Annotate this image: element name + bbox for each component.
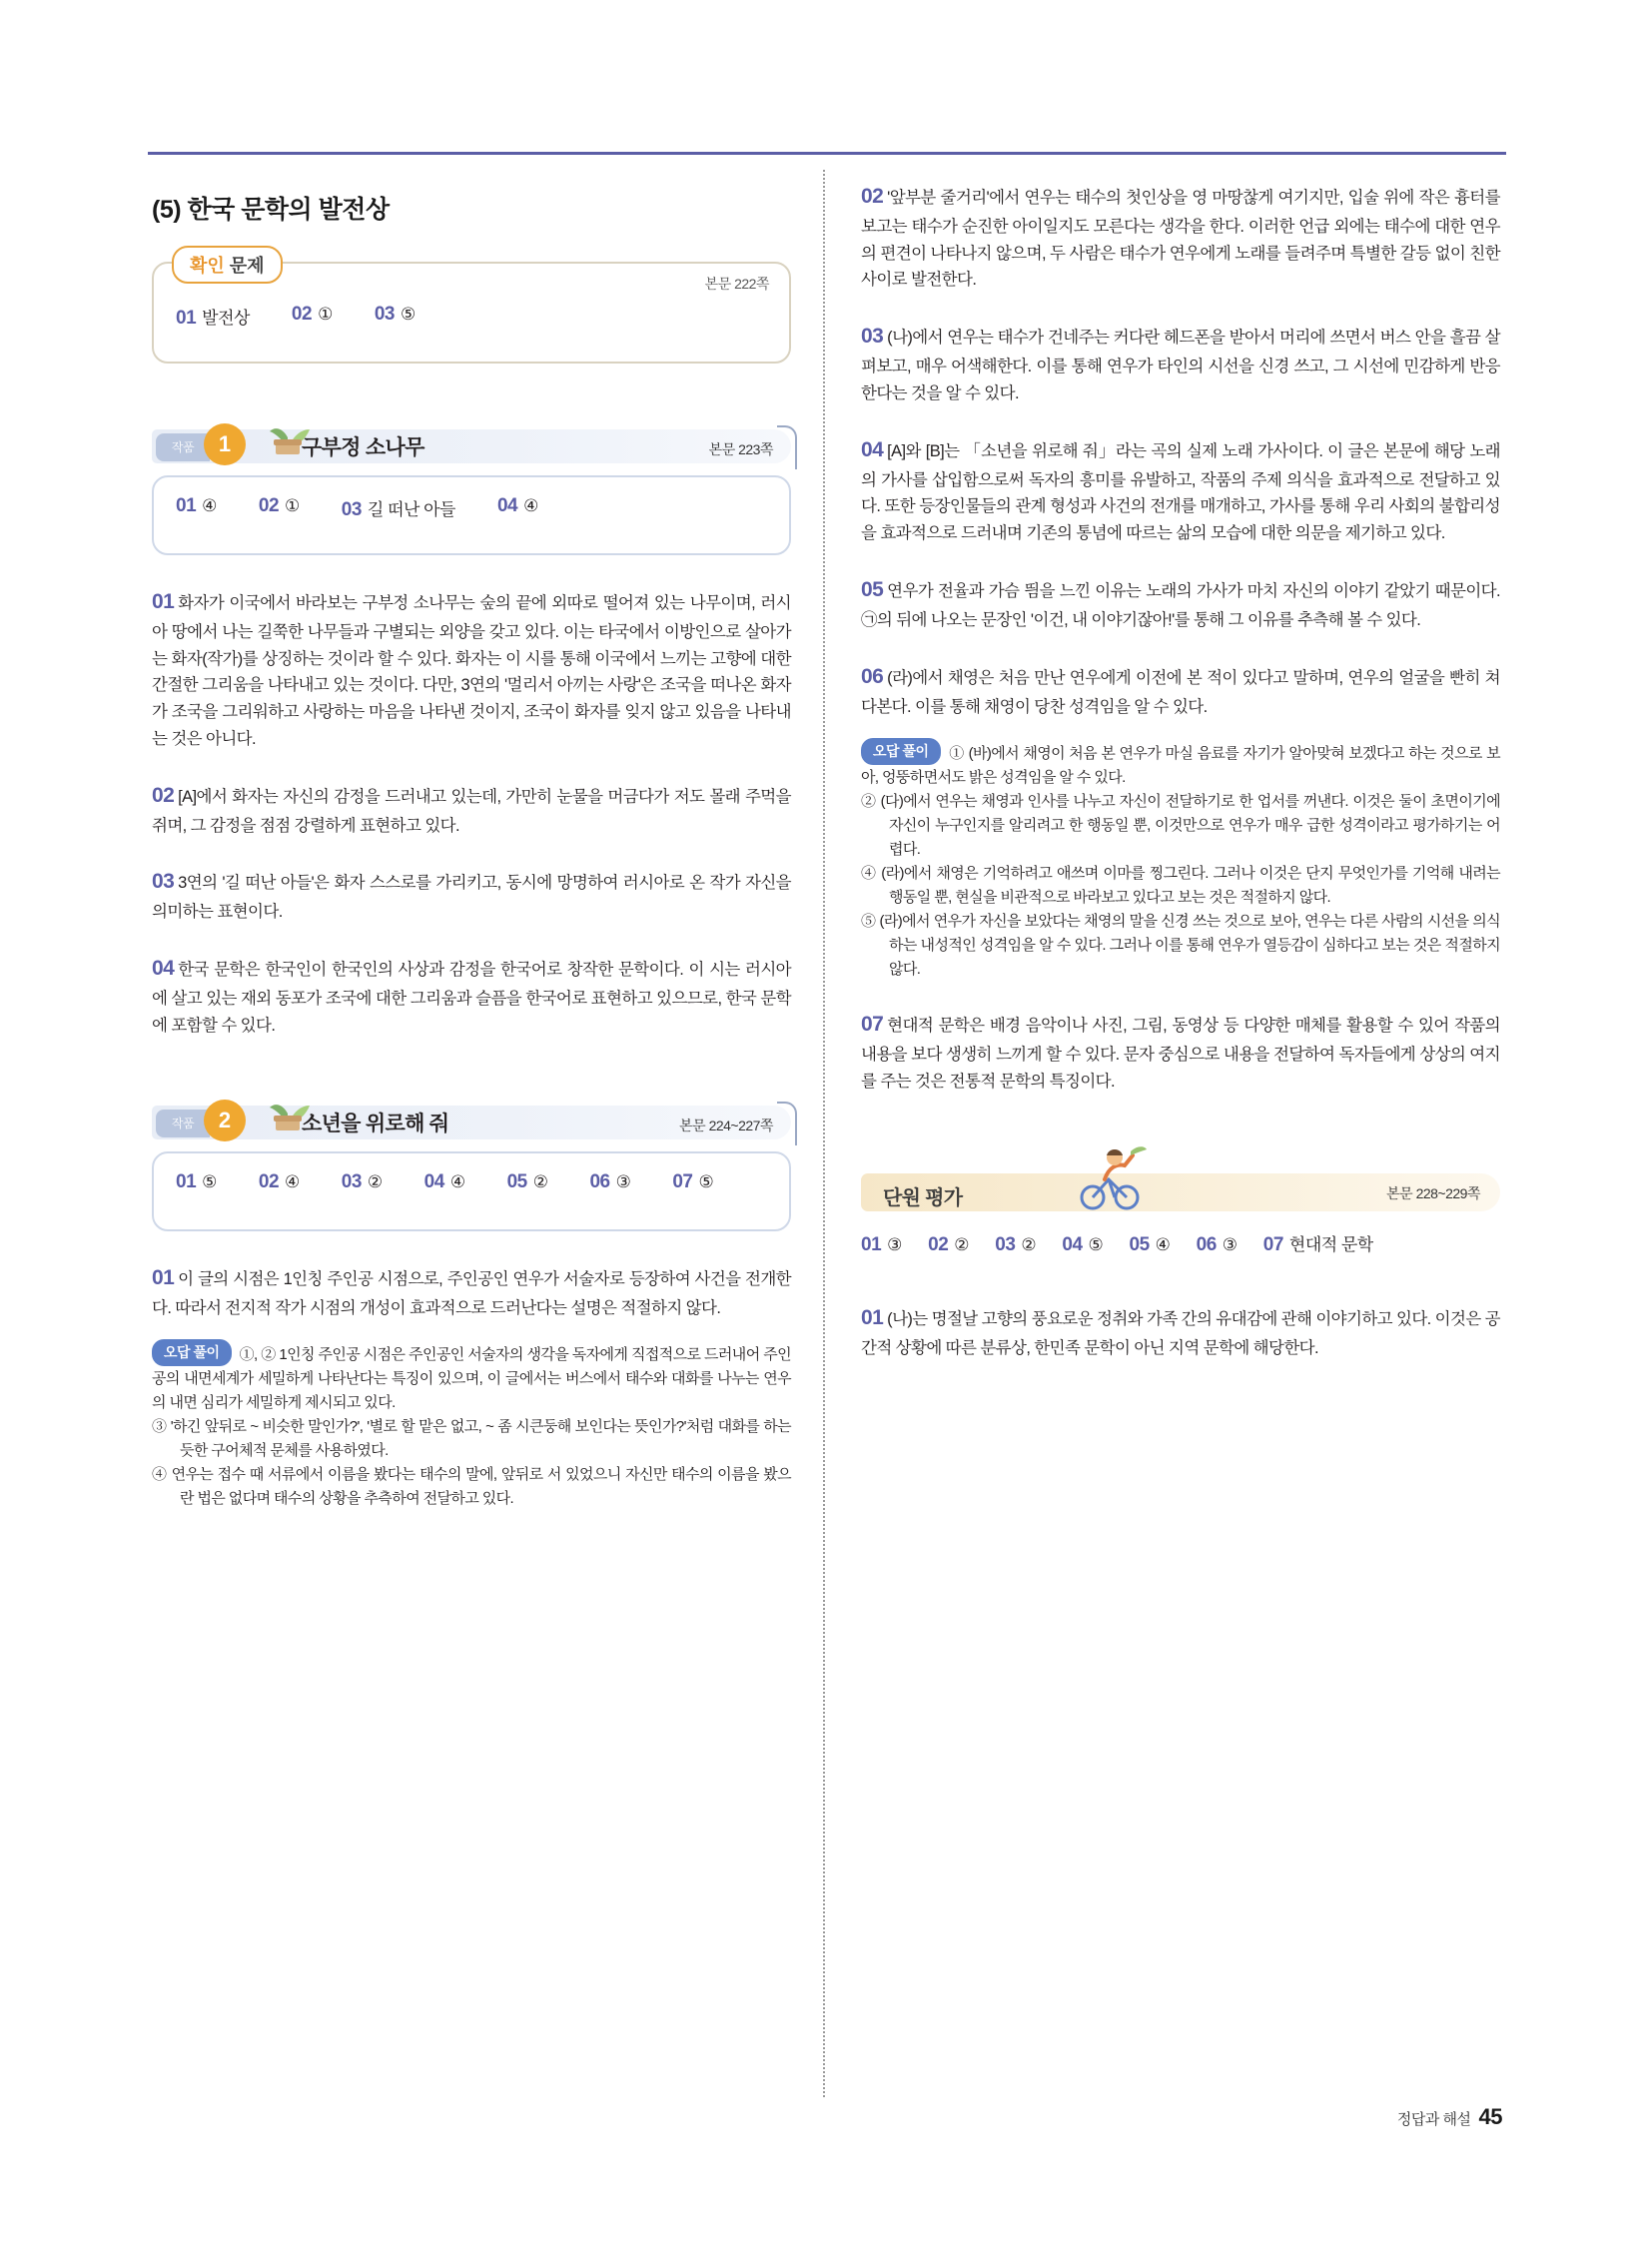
explanation-paragraph	[861, 573, 1500, 634]
left-column	[152, 180, 791, 1511]
wrong-answer-block	[152, 1339, 791, 1511]
explanation-paragraph	[861, 1008, 1500, 1095]
column-divider	[823, 170, 825, 2097]
unit-evaluation-header	[861, 1157, 1500, 1213]
explanation-text: 연우가 전율과 가슴 띔을 느낀 이유는 노래의 가사가 마치 자신의 이야기 같았기 때문이다. ㉠의 뒤에 나오는 문장인 '이건, 내 이야기잖아!'를 통해 그 이유를 추측해 볼 수 있다.	[861, 581, 1500, 629]
wrong-badge-prefix: 오답	[164, 1344, 191, 1361]
answer-value: ④	[202, 496, 217, 515]
confirm-badge	[172, 246, 283, 284]
explanation-paragraph	[152, 585, 791, 753]
unit-page-ref: 본문 228~229쪽	[1386, 1184, 1480, 1201]
explanation-paragraph	[152, 952, 791, 1039]
answer-value: ①	[285, 496, 300, 515]
explanation-text: 이 글의 시점은 1인칭 주인공 시점으로, 주인공인 연우가 서술자로 등장하여 사건을 전개한다. 따라서 전지적 작가 시점의 개성이 효과적으로 드러난다는 설명은 적절하지 않다.	[152, 1269, 791, 1317]
answer-number: 07	[1262, 1233, 1283, 1255]
explanation-paragraph	[152, 1261, 791, 1322]
explanation-number: 02	[861, 185, 884, 208]
explanation-number: 01	[152, 590, 175, 613]
confirm-badge-main: 문제	[229, 256, 265, 276]
answer-value: 발전상	[202, 309, 250, 328]
work1-bar	[152, 429, 791, 463]
answer-value: ⑤	[1088, 1234, 1104, 1254]
explanation-text: 화자가 이국에서 바라보는 구부정 소나무는 숲의 끝에 외따로 떨어져 있는 나무이며, 러시아 땅에서 나는 길쭉한 나무들과 구별되는 외양을 갖고 있다. 이는 타국에서 이방인으로 살아가는 화자(작가)를 상징하는 것이라 할 수 있다. 화자는 이 시를 통해 이국에서 느끼는 고향에 대한 간절한 그리움을 나타내고 있는 것이다. 다만, 3연의 '멀리서 아끼는 사랑'은 조국을 떠나온 화자가 조국을 그리워하고 사랑하는 마음을 나타낸 것이지, 조국이 화자를 잊지 않고 있음을 나타내는 것은 아니다.	[152, 594, 791, 748]
explanation-text: '앞부분 줄거리'에서 연우는 태수의 첫인상을 영 마땅찮게 여기지만, 입술 위에 작은 흉터를 보고는 태수가 순진한 아이일지도 모른다는 생각을 한다. 이러한 언급 외에는 태수에 대한 연우의 편견이 나타나지 않으며, 두 사람은 태수가 연우에게 노래를 들려주며 특별한 갈등 없이 친한 사이로 발전한다.	[861, 189, 1500, 290]
answer-entry	[259, 1171, 300, 1193]
answer-entry	[589, 1171, 630, 1193]
answer-entry	[259, 495, 300, 521]
explanation-number: 07	[861, 1013, 884, 1037]
wrong-answer-line	[152, 1339, 791, 1415]
answer-value: ②	[954, 1234, 970, 1254]
answer-number: 01	[861, 1233, 882, 1255]
explanation-paragraph	[861, 1301, 1500, 1362]
wrong-answer-text: ①, ② 1인칭 주인공 시점은 주인공인 서술자의 생각을 독자에게 직접적으로 드러내어 주인공의 내면세계가 세밀하게 나타난다는 특징이 있으며, 이 글에서는 버스에서 태수와 대화를 나누는 연우의 내면 심리가 세밀하게 제시되고 있다.	[152, 1346, 791, 1412]
answer-number: 02	[291, 304, 313, 325]
wrong-badge-main: 풀이	[193, 1344, 220, 1361]
wrong-answer-badge	[861, 738, 941, 764]
explanation-text: 3연의 '길 떠난 아들'은 화자 스스로를 가리키고, 동시에 망명하여 러시아로 온 작가 자신을 의미하는 표현이다.	[152, 874, 791, 922]
explanation-paragraph	[861, 660, 1500, 721]
answer-number: 04	[1062, 1233, 1083, 1255]
top-rule	[148, 152, 1506, 155]
answer-entry	[424, 1171, 465, 1193]
explanation-text: [A]에서 화자는 자신의 감정을 드러내고 있는데, 가만히 눈물을 머금다가 저도 몰래 주먹을 쥐며, 그 감정을 점점 강렬하게 표현하고 있다.	[152, 787, 791, 835]
explanation-number: 06	[861, 664, 884, 688]
unit-label: 단원 평가	[883, 1186, 963, 1209]
answer-number: 03	[995, 1233, 1016, 1255]
wrong-answer-line: ④ (라)에서 채영은 기억하려고 애쓰며 이마를 찡그린다. 그러나 이것은 단지 무엇인가를 기억해 내려는 행동일 뿐, 현실을 비관적으로 바라보고 있다고 보는 것은 적절하지 않다.	[861, 865, 1500, 907]
wrong-answer-line: ⑤ (라)에서 연우가 자신을 보았다는 채영의 말을 신경 쓰는 것으로 보아, 연우는 다른 사람의 시선을 의식하는 내성적인 성격임을 알 수 있다. 그러나 이를 통해 연우가 열등감이 심하다고 보는 것은 적절하지 않다.	[861, 913, 1500, 979]
answer-entry	[672, 1171, 713, 1193]
explanation-text: [A]와 [B]는 「소년을 위로해 줘」라는 곡의 실제 노래 가사이다. 이 글은 본문에 해당 노래의 가사를 삽입함으로써 독자의 흥미를 유발하고, 작품의 주제 의식을 효과적으로 전달하고 있다. 또한 등장인물들의 관계 형성과 사건의 전개를 매개하고, 가사를 통해 우리 사회의 불합리성을 효과적으로 드러내며 기존의 통념에 따르는 삶의 모습에 대한 의문을 제기하고 있다.	[861, 441, 1500, 543]
unit-answer-row	[861, 1229, 1500, 1261]
answer-value: ⑤	[202, 1171, 217, 1191]
work2-number: 2	[204, 1100, 246, 1141]
answer-number: 05	[1129, 1233, 1150, 1255]
answer-number: 02	[928, 1233, 949, 1255]
answer-value: ①	[318, 305, 333, 324]
explanation-number: 05	[861, 577, 884, 601]
wrong-answer-text: ① (바)에서 채영이 처음 본 연우가 마실 음료를 자기가 알아맞혀 보겠다고 하는 것으로 보아, 엉뚱하면서도 밝은 성격임을 알 수 있다.	[861, 745, 1500, 787]
explanation-paragraph	[861, 180, 1500, 294]
right-column	[861, 180, 1500, 1378]
answer-number: 03	[341, 499, 362, 520]
wrong-answer-block	[861, 738, 1500, 982]
answer-entry	[1062, 1235, 1107, 1254]
work2-page-ref: 본문 224~227쪽	[679, 1117, 773, 1133]
answer-value: ②	[367, 1171, 383, 1191]
answer-entry	[176, 495, 217, 521]
wrong-answer-line: ③ '하긴 앞뒤로 ~ 비슷한 말인가?', '별로 할 맡은 없고, ~ 좀 시큰둥해 보인다는 뜻인가?'처럼 대화를 하는 듯한 구어체적 문체를 사용하였다.	[152, 1418, 791, 1460]
answer-entry	[928, 1235, 973, 1254]
wrong-badge-main: 풀이	[902, 743, 929, 760]
explanation-number: 02	[152, 783, 175, 807]
work2-corner-decoration	[777, 1102, 797, 1145]
answer-number: 01	[176, 308, 197, 329]
explanation-number: 04	[152, 957, 175, 981]
answer-value: ④	[1155, 1234, 1171, 1254]
wrong-answer-line	[861, 738, 1500, 790]
explanation-number: 03	[152, 870, 175, 894]
work2-title: 소년을 위로해 줘	[302, 1112, 449, 1135]
answer-entry	[342, 1171, 383, 1193]
wrong-answer-badge	[152, 1339, 232, 1365]
explanation-text: (라)에서 채영은 처음 만난 연우에게 이전에 본 적이 있다고 말하며, 연우의 얼굴을 빤히 쳐다본다. 이를 통해 채영이 당찬 성격임을 알 수 있다.	[861, 668, 1500, 716]
explanation-text: (나)는 명절날 고향의 풍요로운 정취와 가족 간의 유대감에 관해 이야기하고 있다. 이것은 공간적 상황에 따른 분류상, 한민족 문학이 아닌 지역 문학에 해당한다.	[861, 1310, 1500, 1358]
explanation-number: 03	[861, 325, 884, 349]
answer-number: 03	[341, 1170, 362, 1192]
confirm-badge-prefix: 확인	[190, 256, 225, 276]
answer-entry	[861, 1235, 906, 1254]
answer-number: 07	[672, 1170, 693, 1192]
answer-value: ③	[615, 1171, 631, 1191]
answer-number: 06	[589, 1170, 610, 1192]
answer-number: 02	[258, 495, 280, 516]
answer-entry	[1263, 1235, 1373, 1254]
answer-number: 03	[374, 304, 395, 325]
answer-value: 길 떠난 아들	[367, 500, 455, 519]
answer-value: ④	[449, 1171, 465, 1191]
answer-value: ②	[1021, 1234, 1037, 1254]
answer-number: 04	[496, 495, 518, 516]
explanation-paragraph	[861, 320, 1500, 406]
work1-title: 구부정 소나무	[302, 436, 424, 459]
explanation-number: 01	[861, 1306, 884, 1330]
work2-answer-box	[152, 1151, 791, 1231]
answer-entry	[342, 495, 455, 521]
answer-entry	[497, 495, 538, 521]
work1-tab-label: 작품	[156, 433, 210, 461]
work1-number: 1	[204, 423, 246, 465]
answer-value: 현대적 문학	[1288, 1234, 1373, 1254]
work1-page-ref: 본문 223쪽	[708, 441, 773, 457]
work1-answer-row	[176, 495, 767, 521]
page-footer	[1397, 2104, 1502, 2130]
wrong-badge-prefix: 오답	[873, 743, 900, 760]
answer-entry	[507, 1171, 548, 1193]
answer-value: ⑤	[400, 305, 415, 324]
answer-number: 06	[1196, 1233, 1217, 1255]
answer-number: 04	[423, 1170, 444, 1192]
work1-header	[152, 411, 791, 465]
explanation-paragraph	[152, 865, 791, 926]
answer-entry	[1130, 1235, 1175, 1254]
answer-entry	[995, 1235, 1040, 1254]
answer-entry	[176, 1171, 217, 1193]
work1-corner-decoration	[777, 425, 797, 469]
answer-value: ③	[887, 1234, 902, 1254]
explanation-text: 현대적 문학은 배경 음악이나 사진, 그림, 동영상 등 다양한 매체를 활용할 수 있어 작품의 내용을 보다 생생히 느끼게 할 수 있다. 문자 중심으로 내용을 전달하여 독자들에게 상상의 여지를 주는 것은 전통적 문학의 특징이다.	[861, 1017, 1500, 1091]
work2-answer-row	[176, 1171, 767, 1193]
answer-entry	[292, 304, 333, 330]
confirm-page-ref: 본문 222쪽	[704, 276, 769, 292]
explanation-paragraph	[152, 779, 791, 840]
work2-header	[152, 1088, 791, 1141]
answer-number: 01	[176, 495, 197, 516]
work1-answer-box	[152, 475, 791, 555]
explanation-number: 01	[152, 1265, 175, 1289]
work2-tab-label: 작품	[156, 1110, 210, 1137]
wrong-answer-line: ④ 연우는 접수 때 서류에서 이름을 봤다는 태수의 말에, 앞뒤로 서 있었으니 자신만 태수의 이름을 봤으란 법은 없다며 태수의 상황을 추측하여 전달하고 있다.	[152, 1466, 791, 1508]
answer-entry	[375, 304, 415, 330]
confirm-answer-row	[176, 304, 767, 330]
answer-value: ②	[532, 1171, 548, 1191]
footer-label: 정답과 해설	[1396, 2111, 1471, 2128]
page-title: (5) 한국 문학의 발전상	[152, 196, 390, 224]
explanation-text: 한국 문학은 한국인이 한국인의 사상과 감정을 한국어로 창작한 문학이다. 이 시는 러시아에 살고 있는 재외 동포가 조국에 대한 그리움과 슬픔을 한국어로 표현하고 있으므로, 한국 문학에 포함할 수 있다.	[152, 961, 791, 1035]
answer-value: ④	[523, 496, 538, 515]
answer-number: 05	[506, 1170, 527, 1192]
confirm-answer-box	[152, 256, 791, 364]
explanation-paragraph	[861, 433, 1500, 547]
cyclist-icon	[1069, 1139, 1149, 1213]
answer-entry	[176, 304, 250, 330]
answer-number: 01	[176, 1170, 197, 1192]
page-number: 45	[1478, 2104, 1502, 2129]
answer-value: ③	[1222, 1234, 1238, 1254]
explanation-number: 04	[861, 437, 884, 461]
explanation-text: (나)에서 연우는 태수가 건네주는 커다란 헤드폰을 받아서 머리에 쓰면서 버스 안을 흘끔 살펴보고, 매우 어색해한다. 이를 통해 연우가 타인의 시선을 신경 쓰고, 그 시선에 민감하게 반응한다는 것을 알 수 있다.	[861, 329, 1500, 402]
wrong-answer-line: ② (다)에서 연우는 채영과 인사를 나누고 자신이 전달하기로 한 업서를 꺼낸다. 이것은 둘이 초면이기에 자신이 누구인지를 알리려고 한 행동일 뿐, 이것만으로 연우가 매우 급한 성격이라고 평가하기는 어렵다.	[861, 793, 1500, 859]
answer-number: 02	[258, 1170, 280, 1192]
answer-value: ④	[285, 1171, 300, 1191]
answer-value: ⑤	[698, 1171, 714, 1191]
answer-entry	[1197, 1235, 1241, 1254]
